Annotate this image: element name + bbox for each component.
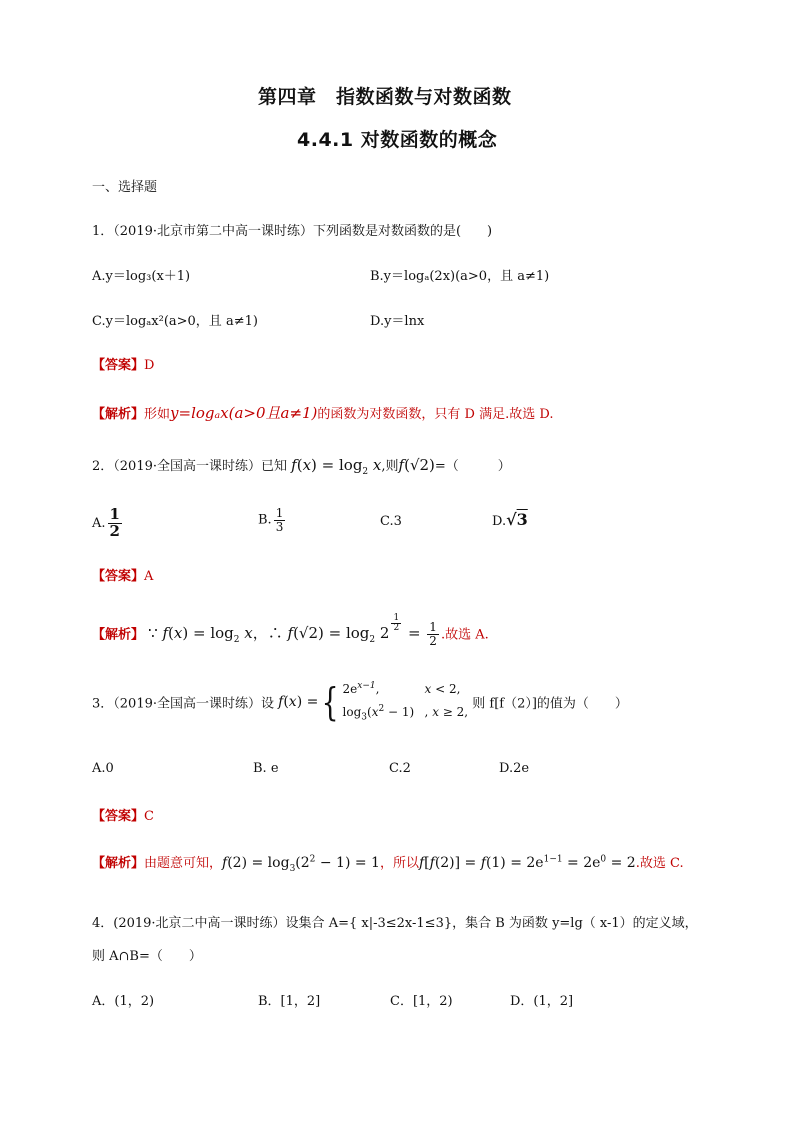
- left-brace: {: [321, 680, 339, 725]
- chapter-title: 第四章 指数函数与对数函数: [258, 86, 512, 108]
- question-2-option-b: [258, 507, 287, 533]
- question-3-option-c: C.2: [389, 761, 411, 776]
- piecewise-lhs: f(x) =: [278, 694, 319, 711]
- analysis-formula: ∵ $f(x) = \log_2 x$，∴ $f(√2) = \log_2 2$ $^{\frac{1}{2}}$ = $\frac{1}{2}$: [148, 613, 437, 648]
- question-4-stem-line-1: 4．(2019·北京二中高一课时练）设集合 A={ x|-3≤2x-1≤3}，集合 B 为函数 y=lg（ x-1）的定义域，: [92, 916, 698, 931]
- section-title: 4.4.1 对数函数的概念: [297, 129, 498, 151]
- denominator: 3: [275, 519, 284, 534]
- answer-value: A: [144, 569, 154, 584]
- question-2-option-c: C.3: [380, 514, 402, 529]
- analysis-suffix: 的函数为对数函数，只有 D 满足.故选 D.: [317, 407, 554, 422]
- option-letter: A.: [92, 515, 106, 531]
- analysis-label: 【解析】: [92, 627, 145, 643]
- stem-suffix: =（ ）: [434, 459, 511, 474]
- stem-suffix: 则 f[f（2）]的值为（ ）: [472, 696, 628, 712]
- question-2-stem: [92, 455, 511, 477]
- question-1-option-b: B.y＝logₐ(2x)(a>0，且 a≠1): [370, 269, 550, 284]
- question-3-analysis: [92, 852, 684, 874]
- stem-prefix: 3．（2019·全国高一课时练）设: [92, 696, 274, 712]
- fraction: [108, 507, 122, 540]
- piecewise-cases: $2e^{x-1}$, x < 2, $\log_3(x^2 - 1)$ , x ≥ 2,: [342, 681, 469, 723]
- answer-label: 【答案】: [92, 358, 145, 373]
- answer-value: D: [144, 358, 155, 373]
- analysis-prefix: 由题意可知，: [144, 856, 223, 871]
- stem-formula: $f(x) = \log_2 x$: [291, 456, 382, 477]
- analysis-suffix: .故选 A.: [440, 627, 489, 643]
- stem-mid: ,则: [381, 459, 399, 474]
- question-1-option-a: A.y＝log₃(x＋1): [92, 269, 191, 284]
- question-1-answer: [92, 354, 154, 373]
- question-3-stem: [92, 678, 628, 726]
- numerator: 1: [109, 505, 120, 523]
- question-4-option-a: A．(1，2): [92, 994, 155, 1009]
- answer-label: 【答案】: [92, 569, 145, 584]
- question-2-option-a: [92, 507, 124, 540]
- question-3-option-a: A.0: [92, 761, 114, 776]
- question-4-stem-line-2: 则 A∩B=（ ）: [92, 949, 202, 964]
- question-2-answer: [92, 565, 153, 584]
- question-4-option-b: B．[1，2]: [258, 994, 321, 1009]
- answer-value: C: [144, 809, 154, 824]
- option-letter: B.: [258, 512, 272, 528]
- analysis-formula-2: $f[f(2)] = f(1) = 2e^{1-1} = 2e^0 = 2$: [418, 854, 636, 871]
- question-1-analysis: [92, 402, 553, 423]
- part-heading: 一、选择题: [92, 180, 158, 195]
- stem-target: f(√2): [398, 456, 435, 474]
- analysis-mid: ，所以: [379, 856, 419, 871]
- question-1-stem: 1．（2019·北京市第二中高一课时练）下列函数是对数函数的是( ): [92, 224, 493, 239]
- analysis-label: 【解析】: [92, 856, 145, 871]
- question-4-option-c: C．[1，2): [390, 994, 453, 1009]
- answer-label: 【答案】: [92, 809, 145, 824]
- analysis-suffix: .故选 C.: [635, 856, 684, 871]
- analysis-formula-1: $f(2) = \log_3(2^2 - 1) = 1$: [222, 854, 380, 874]
- question-4-option-d: D．(1，2]: [510, 994, 574, 1009]
- radicand: 3: [516, 510, 528, 529]
- question-3-option-d: D.2e: [499, 761, 530, 776]
- numerator: 1: [275, 506, 284, 520]
- stem-prefix: 2．（2019·全国高一课时练）已知: [92, 459, 287, 474]
- question-3-answer: [92, 805, 154, 824]
- analysis-math: y=logₐx(a>0且a≠1): [170, 404, 318, 422]
- option-letter: D.: [492, 514, 507, 529]
- question-2-analysis: [92, 613, 489, 648]
- denominator: 2: [109, 521, 120, 540]
- question-2-option-d: D.√3: [492, 510, 528, 529]
- analysis-prefix: 形如: [144, 407, 171, 422]
- question-3-option-b: B. e: [253, 761, 279, 776]
- fraction: [274, 507, 286, 533]
- analysis-label: 【解析】: [92, 407, 145, 422]
- question-1-option-d: D.y＝lnx: [370, 314, 425, 329]
- question-1-option-c: C.y＝logₐx²(a>0，且 a≠1): [92, 314, 258, 329]
